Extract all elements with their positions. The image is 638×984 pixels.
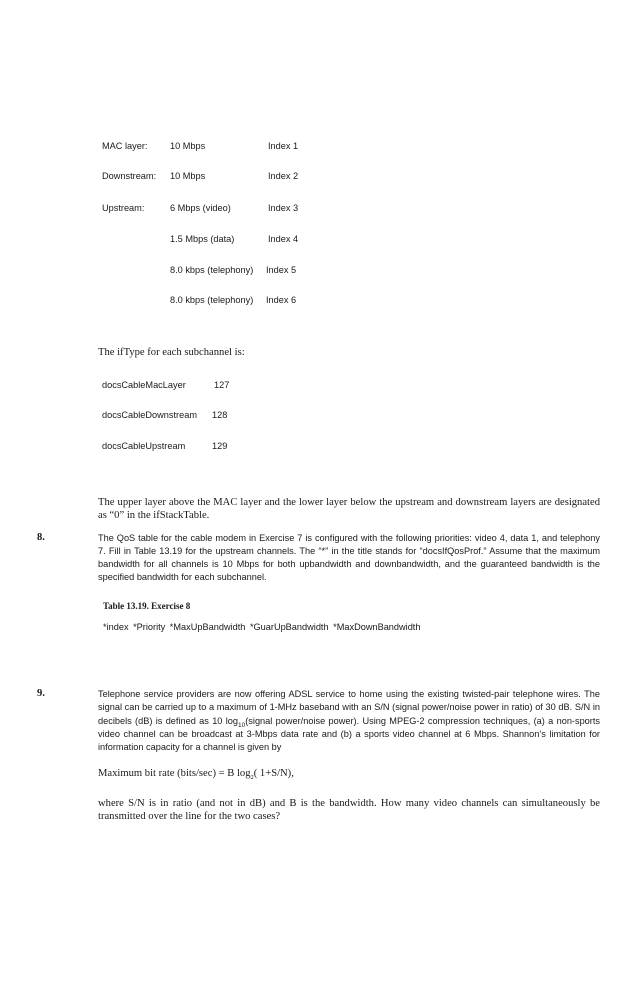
exercise-text-part: (signal power/noise power). Using MPEG-2 compression techniques, (a) a non-sports video channel can be broadcast at 3-Mbps data rate and (b) a sports video channel at 6 Mbps. Shannon’s limitation for information capacity for a channel is given by	[98, 715, 601, 753]
subchannel-value: 1.5 Mbps (data)	[170, 234, 235, 244]
iftype-value: 128	[212, 410, 228, 420]
iftype-name: docsCableMacLayer	[102, 380, 186, 390]
subchannel-label: Upstream:	[102, 203, 145, 213]
exercise-text-part: Telephone service providers are now offering ADSL service to home using the existing twisted-pair telephone wires. The signal can be carried up to a maximum of 1-MHz baseband with an S/N (signal power/noise power in ratio) of 30 dB. S/N in decibels (dB) is defined as 10 log	[98, 689, 600, 726]
subchannel-index: Index 6	[266, 295, 297, 305]
exercise-question: where S/N is in ratio (and not in dB) and B is the bandwidth. How many video channels can simultaneously be transmitted over the line for the two cases?	[98, 798, 600, 823]
subchannel-value: 8.0 kbps (telephony)	[170, 265, 254, 275]
formula-part: ( 1+S/N),	[253, 768, 294, 779]
iftype-name: docsCableUpstream	[102, 441, 186, 451]
exercise-text	[98, 688, 600, 754]
subchannel-value: 10 Mbps	[170, 141, 206, 151]
exercise-text: The QoS table for the cable modem in Exercise 7 is configured with the following priorities: video 4, data 1, and telephony 7. Fill in Table 13.19 for the upstream channels. The “*” in the title stands for “docsIfQosProf.” Assume that the maximum bandwidth for all channels is 10 Mbps for both upbandwidth and downbandwidth, and the guaranteed bandwidth is the specified bandwidth for each subchannel.	[98, 533, 600, 582]
subchannel-index: Index 3	[268, 203, 299, 213]
iftype-name: docsCableDownstream	[102, 410, 197, 420]
table-caption: Table 13.19. Exercise 8	[103, 601, 191, 611]
table-headers: *index *Priority *MaxUpBandwidth *GuarUpBandwidth *MaxDownBandwidth	[103, 622, 421, 632]
subchannel-value: 6 Mbps (video)	[170, 203, 231, 213]
subchannel-index: Index 1	[268, 141, 299, 151]
subchannel-index: Index 5	[266, 265, 297, 275]
exercise-number: 9.	[37, 688, 45, 699]
formula-part: Maximum bit rate (bits/sec) = B log	[98, 768, 251, 779]
subchannel-index: Index 2	[268, 171, 299, 181]
log-base-subscript: 2	[250, 774, 254, 782]
log-base-subscript: 10	[238, 721, 246, 729]
exercise-number: 8.	[37, 532, 45, 543]
subchannel-index: Index 4	[268, 234, 299, 244]
subchannel-value: 8.0 kbps (telephony)	[170, 295, 254, 305]
subchannel-label: Downstream:	[102, 171, 157, 181]
shannon-formula	[98, 768, 294, 782]
subchannel-label: MAC layer:	[102, 141, 148, 151]
iftype-intro: The ifType for each subchannel is:	[98, 347, 245, 358]
iftype-value: 127	[214, 380, 230, 390]
stack-table-note: The upper layer above the MAC layer and the lower layer below the upstream and downstream layers are designated as “0” in the ifStackTable.	[98, 497, 600, 522]
iftype-value: 129	[212, 441, 228, 451]
subchannel-value: 10 Mbps	[170, 171, 206, 181]
